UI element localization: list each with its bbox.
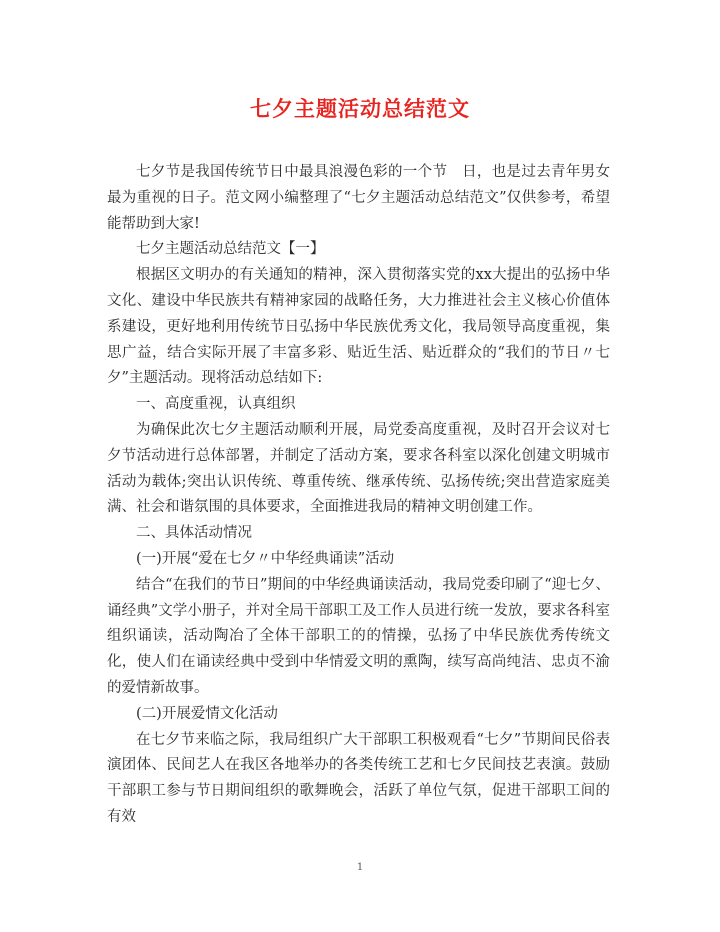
- section-heading: 一、高度重视，认真组织: [136, 396, 296, 413]
- body-paragraph: 结合“在我们的节日”期间的中华经典诵读活动，我局党委印刷了“迎七夕、诵经典”文学小册子，并对全局干部职工及工作人员进行统一发放，要求各科室组织诵读，活动陶冶了全体干部职工的的情操，弘扬了中华民族优秀传统文化，使人们在诵读经典中受到中华情爱文明的熏陶，续写高尚纯洁、忠贞不渝的爱情新故事。: [107, 576, 610, 696]
- page-number: 1: [356, 862, 364, 873]
- body-paragraph: 在七夕节来临之际，我局组织广大干部职工积极观看“七夕”节期间民俗表演团体、民间艺人在我区各地举办的各类传统工艺和七夕民间技艺表演。鼓励干部职工参与节日期间组织的歌舞晚会，活跃了单位气氛，促进干部职工间的有效: [107, 731, 610, 825]
- body-paragraph: 为确保此次七夕主题活动顺利开展，局党委高度重视，及时召开会议对七夕节活动进行总体部署，并制定了活动方案，要求各科室以深化创建文明城市活动为载体;突出认识传统、尊重传统、继承传统、弘扬传统;突出营造家庭美满、社会和谐氛围的具体要求，全面推进我局的精神文明创建工作。: [107, 421, 610, 516]
- document-body: [107, 160, 610, 831]
- subsection-heading: (二)开展爱情文化活动: [136, 705, 278, 722]
- intro-paragraph: 七夕节是我国传统节日中最具浪漫色彩的一个节 日，也是过去青年男女最为重视的日子。范文网小编整理了“七夕主题活动总结范文”仅供参考，希望能帮助到大家!: [107, 164, 610, 232]
- document-title: 七夕主题活动总结范文: [250, 96, 470, 121]
- section-heading: 二、具体活动情况: [136, 525, 252, 542]
- subsection-heading: (一)开展“爱在七夕〃中华经典诵读”活动: [136, 550, 395, 567]
- body-paragraph: 根据区文明办的有关通知的精神，深入贯彻落实党的xx大提出的弘扬中华文化、建设中华民族共有精神家园的战略任务，大力推进社会主义核心价值体系建设，更好地利用传统节日弘扬中华民族优秀文化，我局领导高度重视，集思广益，结合实际开展了丰富多彩、贴近生活、贴近群众的“我们的节日〃七夕”主题活动。现将活动总结如下:: [107, 267, 610, 387]
- section-heading: 七夕主题活动总结范文【一】: [136, 241, 325, 258]
